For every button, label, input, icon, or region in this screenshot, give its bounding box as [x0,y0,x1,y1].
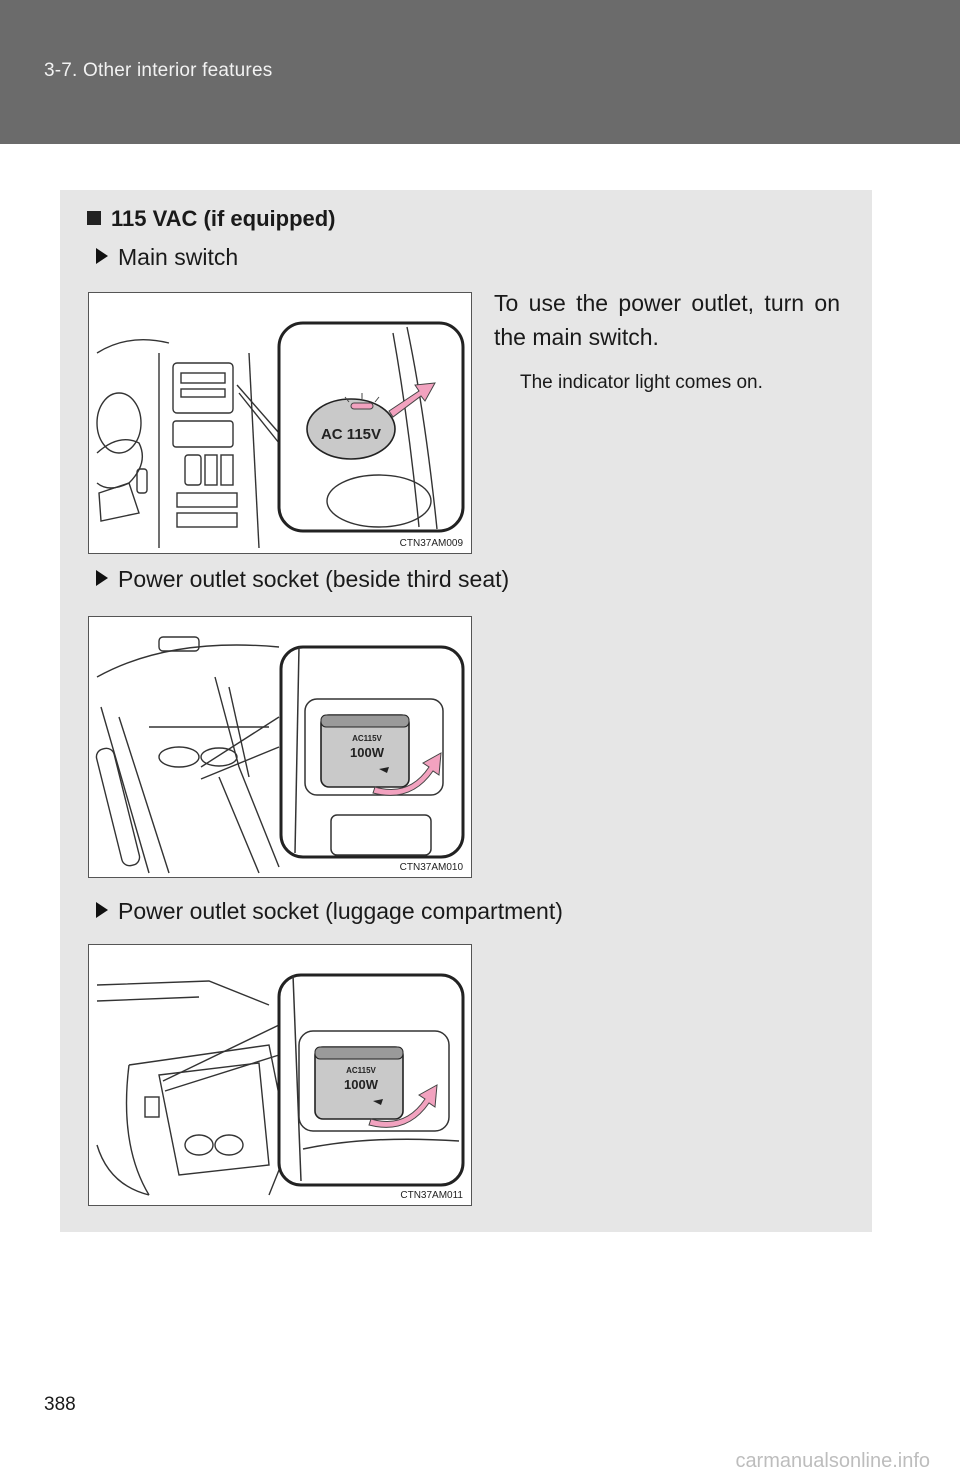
item-socket-luggage-label [96,898,563,925]
dashboard-illustration [89,293,471,553]
page-number: 388 [44,1394,76,1415]
item-label: Main switch [118,244,239,270]
figure-code: CTN37AM010 [399,862,463,873]
watermark-text: carmanualsonline.info [735,1450,930,1472]
luggage-area-illustration [89,945,471,1205]
main-switch-note: The indicator light comes on. [520,372,763,393]
section-heading [87,206,336,232]
item-label: Power outlet socket (beside third seat) [118,566,510,592]
outlet-rating-main: 100W [344,1077,378,1092]
triangle-bullet-icon [96,570,108,586]
figure-main-switch [88,292,472,554]
outlet-rating-small: AC115V [346,1066,376,1075]
figure-code: CTN37AM009 [399,538,463,549]
figure-socket-luggage [88,944,472,1206]
item-label: Power outlet socket (luggage compartment) [118,898,563,924]
rear-seat-illustration [89,617,471,877]
square-bullet-icon [87,211,101,225]
item-socket-third-seat-label [96,566,509,593]
page-header [0,0,960,144]
outlet-rating-small: AC115V [352,734,382,743]
triangle-bullet-icon [96,902,108,918]
main-switch-description: To use the power outlet, turn on the main switch. [494,290,840,350]
figure-code: CTN37AM011 [400,1190,463,1201]
figure-socket-third-seat [88,616,472,878]
chapter-title: 3-7. Other interior features [44,60,273,81]
item-main-switch-label [96,244,238,271]
switch-label: AC 115V [320,426,382,443]
section-heading-text: 115 VAC (if equipped) [111,206,336,231]
triangle-bullet-icon [96,248,108,264]
outlet-rating-main: 100W [350,745,384,760]
